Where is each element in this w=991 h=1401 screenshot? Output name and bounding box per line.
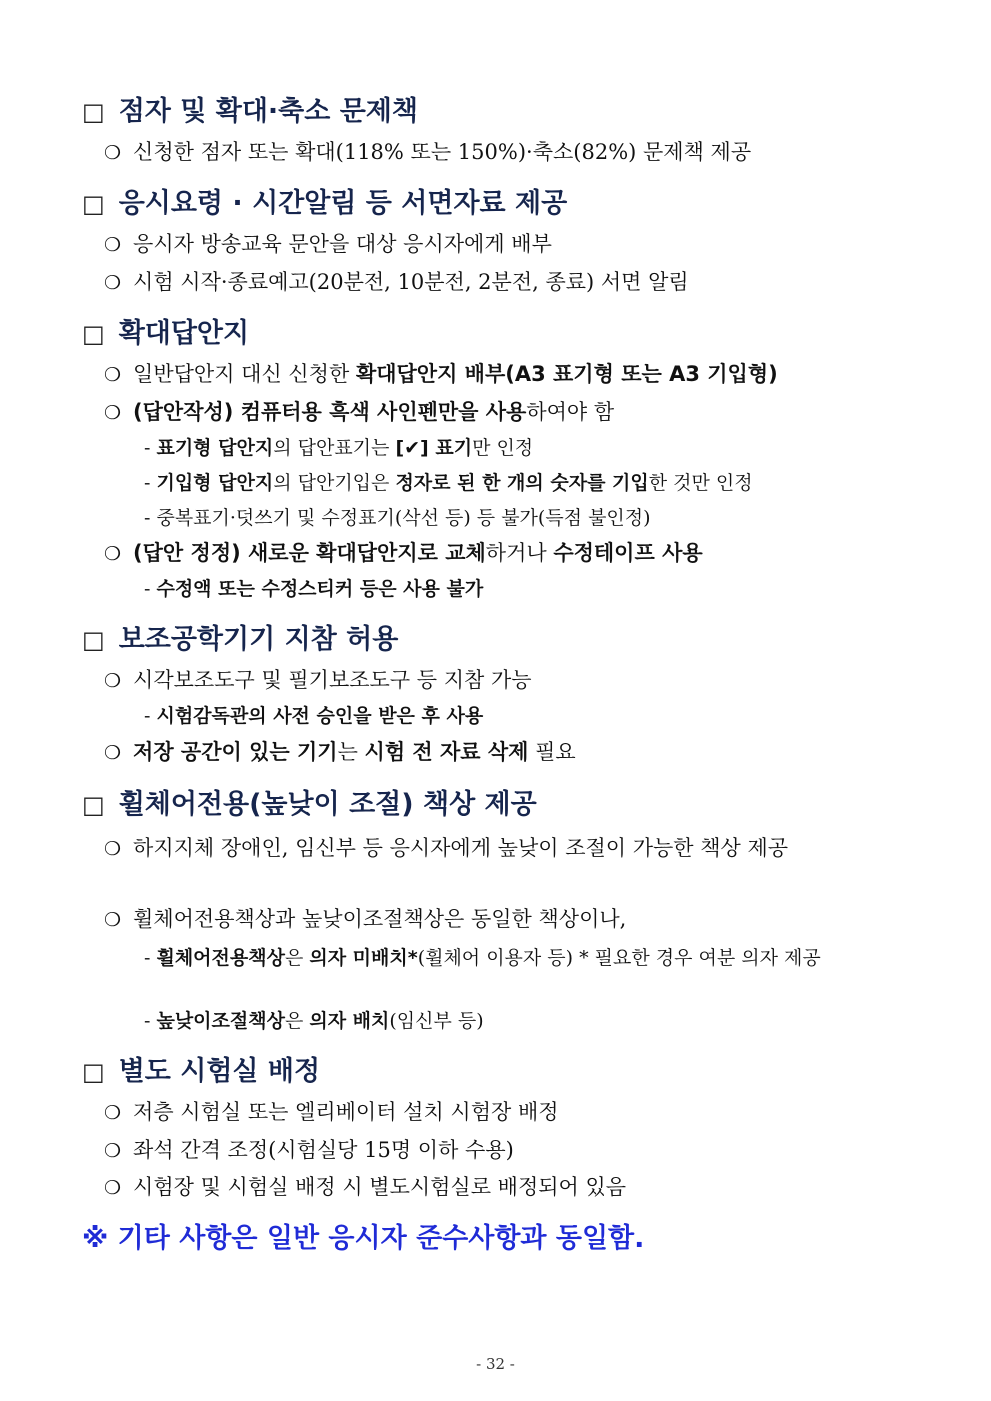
- checkbox-square-icon: □: [82, 1058, 105, 1086]
- section-title: 확대답안지: [118, 318, 250, 349]
- dash-marker: -: [144, 1010, 151, 1032]
- checkbox-square-icon: □: [82, 190, 105, 218]
- bullet-item: [104, 1135, 514, 1166]
- bullet-text: 응시자 방송교육 문안을 대상 응시자에게 배부: [133, 232, 552, 256]
- section-heading-separate-room: [82, 1054, 320, 1090]
- sub-text: 은: [284, 947, 310, 969]
- circle-bullet-icon: ❍: [104, 838, 122, 860]
- bullet-item: [104, 1172, 626, 1203]
- sub-item: [144, 469, 753, 497]
- bullet-text: 하여야 함: [526, 400, 615, 424]
- sub-text-bold: 의자 배치: [309, 1010, 390, 1032]
- bullet-item: [104, 229, 552, 260]
- bullet-item: [104, 904, 626, 935]
- bullet-text: 일반답안지 대신 신청한: [133, 362, 356, 386]
- bullet-text: 는: [337, 740, 365, 764]
- bullet-text-bold: 수정테이프 사용: [553, 541, 703, 565]
- section-title: 응시요령 · 시간알림 등 서면자료 제공: [118, 188, 568, 219]
- section-title: 점자 및 확대·축소 문제책: [118, 96, 418, 127]
- dash-marker: -: [144, 947, 151, 969]
- section-title: 별도 시험실 배정: [118, 1056, 321, 1087]
- circle-bullet-icon: ❍: [104, 1102, 122, 1124]
- bullet-text: 휠체어전용책상과 높낮이조절책상은 동일한 책상이나,: [133, 907, 627, 931]
- section-heading-braille: [82, 94, 418, 130]
- sub-text: (임신부 등): [389, 1010, 484, 1032]
- sub-text-bold: 정자로 된 한 개의 숫자를 기입: [395, 472, 649, 494]
- bullet-item: [104, 359, 778, 390]
- circle-bullet-icon: ❍: [104, 402, 122, 424]
- section-title: 보조공학기기 지참 허용: [118, 624, 399, 655]
- bullet-text-bold: 확대답안지 배부(A3 표기형 또는 A3 기입형): [355, 362, 778, 386]
- sub-text-bold: 기입형 답안지: [156, 472, 274, 494]
- circle-bullet-icon: ❍: [104, 670, 122, 692]
- bullet-text-bold: (답안작성) 컴퓨터용 흑색 사인펜만을 사용: [133, 400, 527, 424]
- sub-text: 의 답안표기는: [273, 437, 396, 459]
- sub-text-bold: 표기형 답안지: [156, 437, 274, 459]
- sub-item: [144, 434, 533, 462]
- checkbox-square-icon: □: [82, 320, 105, 348]
- page-number: - 32 -: [476, 1355, 515, 1373]
- bullet-text: 하지지체 장애인, 임신부 등 응시자에게 높낮이 조절이 가능한 책상 제공: [133, 836, 789, 860]
- sub-item: [144, 702, 483, 730]
- circle-bullet-icon: ❍: [104, 364, 122, 386]
- dash-marker: -: [144, 472, 151, 494]
- checkbox-square-icon: □: [82, 98, 105, 126]
- checkbox-square-icon: □: [82, 626, 105, 654]
- circle-bullet-icon: ❍: [104, 742, 122, 764]
- bullet-item: [104, 665, 532, 696]
- bullet-text: 시험장 및 시험실 배정 시 별도시험실로 배정되어 있음: [133, 1175, 627, 1199]
- section-heading-wheelchair-desk: [82, 787, 537, 823]
- sub-item: [144, 942, 899, 974]
- bullet-text-bold: (답안 정정) 새로운 확대답안지로 교체: [133, 541, 486, 565]
- sub-text: 만 인정: [472, 437, 534, 459]
- sub-item: [144, 504, 651, 532]
- bullet-item: [104, 397, 614, 428]
- sub-text-bold: 시험감독관의 사전 승인을 받은 후 사용: [156, 705, 484, 727]
- circle-bullet-icon: ❍: [104, 234, 122, 256]
- circle-bullet-icon: ❍: [104, 1140, 122, 1162]
- bullet-item: [104, 137, 751, 168]
- sub-text: 은: [284, 1010, 310, 1032]
- sub-text-bold: 수정액 또는 수정스티커 등은 사용 불가: [156, 578, 484, 600]
- sub-text: (휠체어 이용자 등) * 필요한 경우 여분 의자 제공: [417, 947, 821, 969]
- sub-text: 중복표기·덧쓰기 및 수정표기(삭선 등) 등 불가(득점 불인정): [156, 507, 651, 529]
- bullet-item: [104, 267, 689, 298]
- bullet-text: 저층 시험실 또는 엘리베이터 설치 시험장 배정: [133, 1100, 559, 1124]
- section-heading-assistive-devices: [82, 622, 398, 658]
- bullet-item: [104, 737, 576, 768]
- dash-marker: -: [144, 578, 151, 600]
- bullet-item: [104, 1097, 559, 1128]
- bullet-text: 시각보조도구 및 필기보조도구 등 지참 가능: [133, 668, 532, 692]
- notice-text: ※ 기타 사항은 일반 응시자 준수사항과 동일함.: [82, 1223, 645, 1254]
- section-heading-written-materials: [82, 186, 567, 222]
- section-title: 휠체어전용(높낮이 조절) 책상 제공: [118, 789, 537, 820]
- bullet-item: [104, 830, 894, 867]
- bullet-text: 좌석 간격 조정(시험실당 15명 이하 수용): [133, 1138, 514, 1162]
- sub-text-bold: 휠체어전용책상: [156, 947, 285, 969]
- dash-marker: -: [144, 507, 151, 529]
- sub-text-bold: 의자 미배치*: [309, 947, 418, 969]
- sub-item: [144, 575, 483, 603]
- dash-marker: -: [144, 705, 151, 727]
- circle-bullet-icon: ❍: [104, 272, 122, 294]
- bullet-text: 필요: [528, 740, 576, 764]
- bullet-text: 시험 시작·종료예고(20분전, 10분전, 2분전, 종료) 서면 알림: [133, 270, 689, 294]
- bullet-text: 신청한 점자 또는 확대(118% 또는 150%)·축소(82%) 문제책 제공: [133, 140, 752, 164]
- sub-text: 의 답안기입은: [273, 472, 396, 494]
- section-heading-enlarged-answer-sheet: [82, 316, 249, 352]
- bullet-text-bold: 시험 전 자료 삭제: [364, 740, 529, 764]
- circle-bullet-icon: ❍: [104, 1177, 122, 1199]
- sub-item: [144, 1007, 484, 1035]
- bullet-text-bold: 저장 공간이 있는 기기: [133, 740, 338, 764]
- checkbox-square-icon: □: [82, 791, 105, 819]
- bullet-item: [104, 538, 703, 569]
- dash-marker: -: [144, 437, 151, 459]
- sub-text: 한 것만 인정: [648, 472, 753, 494]
- sub-text-bold: [✔] 표기: [395, 437, 473, 459]
- circle-bullet-icon: ❍: [104, 909, 122, 931]
- bullet-text: 하거나: [485, 541, 554, 565]
- circle-bullet-icon: ❍: [104, 142, 122, 164]
- circle-bullet-icon: ❍: [104, 543, 122, 565]
- sub-text-bold: 높낮이조절책상: [156, 1010, 285, 1032]
